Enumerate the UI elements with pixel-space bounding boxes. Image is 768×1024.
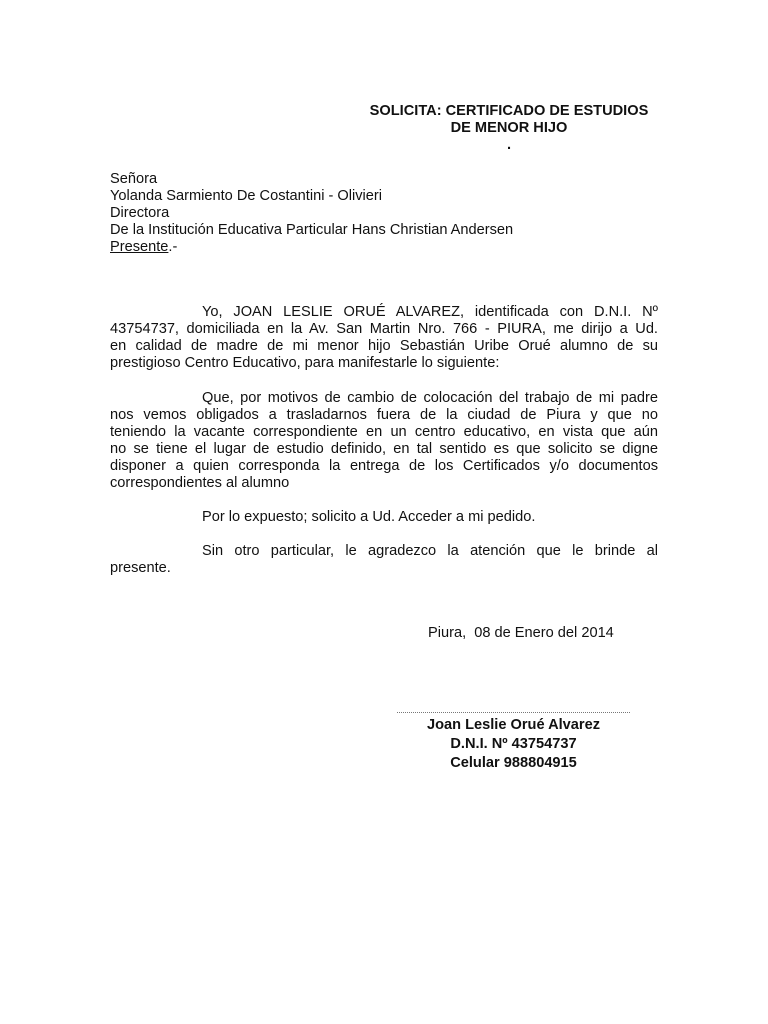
presente-word: Presente [110,239,169,255]
signature-dni: D.N.I. Nº 43754737 [450,736,577,752]
recipient-presente [110,239,513,256]
paragraph-line: en calidad de madre de mi menor hijo Sebastián Uribe Orué alumno de su [110,338,658,354]
paragraph-line: 43754737, domiciliada en la Av. San Martin Nro. 766 - PIURA, me dirijo a Ud. [110,321,658,337]
signature-name: Joan Leslie Orué Alvarez [426,717,601,733]
signature-phone: Celular 988804915 [450,755,577,771]
signature-line [397,712,630,713]
paragraph-line: Por lo expuesto; solicito a Ud. Acceder a mi pedido. [202,509,536,525]
recipient-block [110,171,513,256]
recipient-name: Yolanda Sarmiento De Costantini - Olivieri [110,188,383,204]
paragraph-line: Sin otro particular, le agradezco la atención que le brinde al [202,543,658,559]
paragraph-line: correspondientes al alumno [110,475,290,491]
recipient-salutation: Señora [110,171,158,187]
letter-date: Piura, 08 de Enero del 2014 [428,625,614,641]
signature-block [397,717,630,774]
paragraph-reason [110,390,658,492]
paragraph-line: Que, por motivos de cambio de colocación del trabajo de mi padre [202,390,658,406]
subject-line-1: SOLICITA: CERTIFICADO DE ESTUDIOS [369,103,649,119]
paragraph-line: teniendo la vacante correspondiente en un centro educativo, en vista que aún [110,424,658,440]
paragraph-introduction [110,304,658,372]
recipient-institution: De la Institución Educativa Particular Hans Christian Andersen [110,222,514,238]
presente-suffix: .- [168,239,178,255]
paragraph-line: presente. [110,560,171,576]
paragraph-request [110,509,658,526]
paragraph-line: no se tiene el lugar de estudio definido, en tal sentido es que solicito se digne [110,441,658,457]
paragraph-line: nos vemos obligados a trasladarnos fuera de la ciudad de Piura y que no [110,407,658,423]
paragraph-line: prestigioso Centro Educativo, para manifestarle lo siguiente: [110,355,500,371]
paragraph-line: Yo, JOAN LESLIE ORUÉ ALVAREZ, identificada con D.N.I. Nº [202,304,658,320]
recipient-role: Directora [110,205,170,221]
subject-block [358,103,660,154]
subject-line-2: DE MENOR HIJO [450,120,568,136]
paragraph-closing [110,543,658,577]
subject-line-3: . [506,137,512,153]
paragraph-line: disponer a quien corresponda la entrega de los Certificados y/o documentos [110,458,658,474]
